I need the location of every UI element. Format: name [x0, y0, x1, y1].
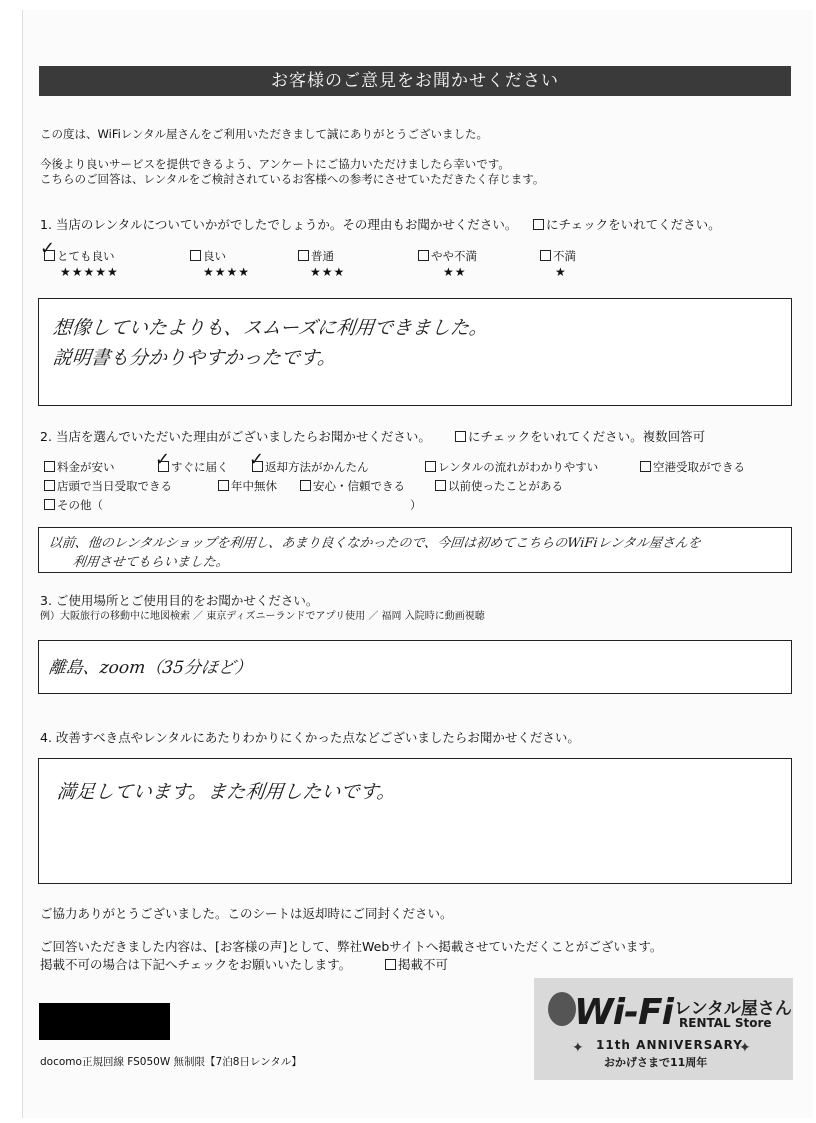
q1-answer-box[interactable] [38, 298, 792, 406]
checkbox-icon[interactable] [218, 480, 229, 491]
sparkle-icon: ✦ [739, 1040, 751, 1056]
q2-question: 2. 当店を選んでいただいた理由がございましたらお聞かせください。 [40, 429, 431, 444]
q1-option-average[interactable]: 普通 [298, 249, 334, 264]
checkmark-icon: ✓ [40, 238, 56, 259]
q1-question: 1. 当店のレンタルについていかがでしたでしょうか。その理由もお聞かせください。 [40, 217, 518, 232]
mascot-icon [548, 992, 576, 1026]
checkbox-icon[interactable] [44, 461, 55, 472]
checkbox-legend-icon [455, 431, 466, 442]
no-publish-option[interactable]: 掲載不可 [385, 955, 448, 973]
q1-option-very-good[interactable]: とても良い [44, 249, 115, 264]
q2-option-other[interactable]: その他（ [44, 498, 103, 513]
q1-answer-line-2: 説明書も分かりやすかったです。 [51, 347, 338, 369]
checkbox-icon[interactable] [540, 250, 551, 261]
brand-logo [534, 978, 793, 1080]
checkbox-icon[interactable] [298, 250, 309, 261]
q1-answer-line-1: 想像していたよりも、スムーズに利用できました。 [51, 317, 490, 339]
q2-instruction: にチェックをいれてください。複数回答可 [455, 427, 705, 445]
closing-notice-1: ご回答いただきました内容は、[お客様の声]として、弊社Webサイトへ掲載させていただくことがございます。 [40, 939, 663, 954]
checkbox-legend-icon [533, 219, 544, 230]
q3-answer: 離島、zoom（35分ほど） [47, 658, 253, 678]
q3-question: 3. ご使用場所とご使用目的をお聞かせください。 [40, 593, 319, 608]
q2-other-close: ） [410, 498, 422, 512]
q2-option-fast-delivery[interactable]: すぐに届く [158, 460, 229, 475]
checkbox-icon[interactable] [190, 250, 201, 261]
sparkle-icon: ✦ [572, 1040, 584, 1056]
logo-wifi: Wi-Fi [574, 992, 673, 1033]
logo-anniversary: 11th ANNIVERSARY [596, 1038, 743, 1052]
q4-answer-box[interactable] [38, 758, 792, 884]
checkbox-icon[interactable] [425, 461, 436, 472]
q2-answer-line-1: 以前、他のレンタルショップを利用し、あまり良くなかったので、今回は初めてこちらのWiFiレンタル屋さんを [48, 536, 702, 551]
q2-answer-box[interactable] [38, 527, 792, 573]
checkmark-icon: ✓ [155, 449, 171, 470]
redacted-name [39, 1003, 170, 1040]
q2-option-airport-pickup[interactable]: 空港受取ができる [640, 460, 745, 475]
q1-instruction: にチェックをいれてください。 [533, 215, 721, 233]
q2-option-cheap[interactable]: 料金が安い [44, 460, 115, 475]
checkbox-icon[interactable] [385, 959, 396, 970]
q4-answer: 満足しています。また利用したいです。 [55, 781, 397, 803]
page-title: お客様のご意見をお聞かせください [39, 66, 791, 96]
q1-option-somewhat-dissatisfied[interactable]: やや不満 [418, 249, 477, 264]
logo-name-jp: レンタル屋さん [674, 999, 792, 1019]
closing-notice-2: 掲載不可の場合は下記へチェックをお願いいたします。 [40, 957, 352, 972]
logo-name-en: RENTAL Store [679, 1016, 772, 1030]
q3-example: 例）大阪旅行の移動中に地図検索 ／ 東京ディズニーランドでアプリ使用 ／ 福岡 入院時に動画視聴 [40, 611, 485, 622]
intro-line-2: 今後より良いサービスを提供できるよう、アンケートにご協力いただけましたら幸いです。 [40, 157, 510, 171]
q2-option-open-all-year[interactable]: 年中無休 [218, 479, 277, 494]
checkbox-icon[interactable] [300, 480, 311, 491]
q1-stars-dissatisfied: ★ [555, 265, 567, 279]
q1-stars-very-good: ★★★★★ [60, 265, 119, 279]
q1-option-dissatisfied[interactable]: 不満 [540, 249, 576, 264]
q1-option-good[interactable]: 良い [190, 249, 226, 264]
intro-line-1: この度は、WiFiレンタル屋さんをご利用いただきまして誠にありがとうございました。 [40, 127, 489, 141]
checkbox-icon[interactable] [640, 461, 651, 472]
q2-option-same-day-store[interactable]: 店頭で当日受取できる [44, 479, 172, 494]
logo-anniversary-sub: おかげさまで11周年 [604, 1056, 708, 1069]
rental-plan: docomo正規回線 FS050W 無制限【7泊8日レンタル】 [40, 1056, 302, 1068]
checkbox-icon[interactable] [418, 250, 429, 261]
checkbox-icon[interactable] [44, 499, 55, 510]
q2-option-trustworthy[interactable]: 安心・信頼できる [300, 479, 405, 494]
q2-answer-line-2: 利用させてもらいました。 [72, 555, 230, 570]
q1-stars-good: ★★★★ [203, 265, 251, 279]
q2-option-used-before[interactable]: 以前使ったことがある [435, 479, 563, 494]
q3-answer-box[interactable] [38, 640, 792, 694]
q1-stars-average: ★★★ [310, 265, 346, 279]
checkbox-icon[interactable] [435, 480, 446, 491]
q2-option-clear-flow[interactable]: レンタルの流れがわかりやすい [425, 460, 598, 475]
q1-stars-somewhat-dissatisfied: ★★ [443, 265, 467, 279]
checkbox-icon[interactable] [44, 480, 55, 491]
q2-option-easy-return[interactable]: 返却方法がかんたん [252, 460, 369, 475]
checkmark-icon: ✓ [249, 449, 265, 470]
closing-thanks: ご協力ありがとうございました。このシートは返却時にご同封ください。 [40, 906, 453, 921]
q4-question: 4. 改善すべき点やレンタルにあたりわかりにくかった点などございましたらお聞かせください。 [40, 730, 580, 745]
intro-line-3: こちらのご回答は、レンタルをご検討されているお客様への参考にさせていただきたく存じます。 [40, 172, 545, 186]
